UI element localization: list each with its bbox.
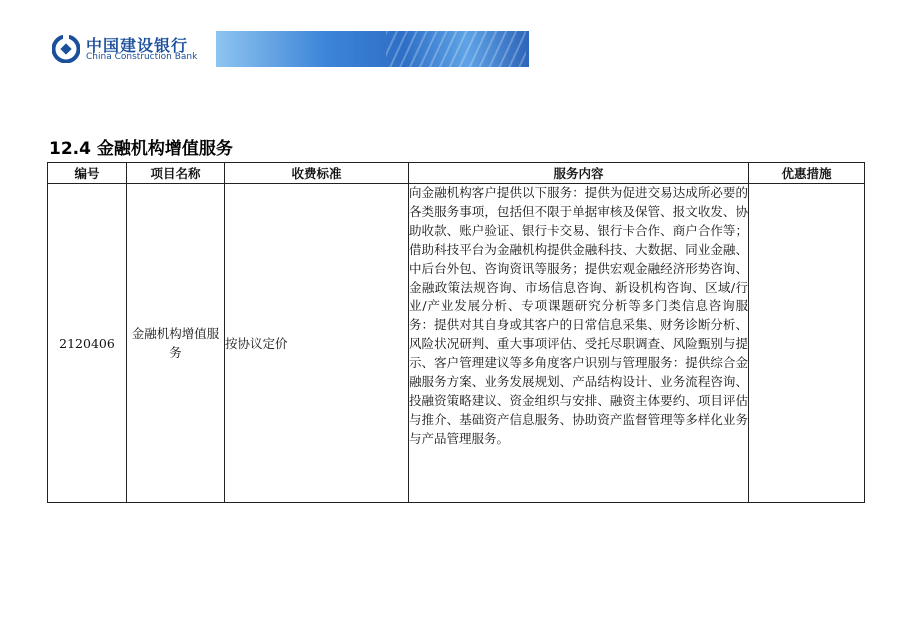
col-header-discount: 优惠措施 <box>749 163 865 184</box>
cell-name: 金融机构增值服务 <box>127 184 225 503</box>
bank-name-en: China Construction Bank <box>86 52 198 62</box>
ccb-logo-icon <box>52 35 80 63</box>
cell-fee: 按协议定价 <box>225 184 409 503</box>
cell-content: 向金融机构客户提供以下服务：提供为促进交易达成所必要的各类服务事项，包括但不限于单据审核及保管、报文收发、协助收款、账户验证、银行卡交易、银行卡合作、商户合作等；借助科技平台为金融机构提供金融科技、大数据、同业金融、中后台外包、咨询资讯等服务；提供宏观金融经济形势咨询、金融政策法规咨询、市场信息咨询、新设机构咨询、区域/行业/产业发展分析、专项课题研究分析等多门类信息咨询服务：提供对其自身或其客户的日常信息采集、财务诊断分析、风险状况研判、重大事项评估、受托尽职调查、风险甄别与提示、客户管理建议等多角度客户识别与管理服务：提供综合金融服务方案、业务发展规划、产品结构设计、业务流程咨询、投融资策略建议、资金组织与安排、融资主体要约、项目评估与推介、基础资产信息服务、协助资产监督管理等多样化业务与产品管理服务。 <box>409 184 749 503</box>
cell-code: 2120406 <box>48 184 127 503</box>
col-header-content: 服务内容 <box>409 163 749 184</box>
col-header-name: 项目名称 <box>127 163 225 184</box>
table-row <box>48 184 865 503</box>
bank-logo <box>48 31 218 67</box>
table-header-row <box>48 163 865 184</box>
header-banner <box>48 31 529 67</box>
col-header-code: 编号 <box>48 163 127 184</box>
section-title: 12.4 金融机构增值服务 <box>49 139 233 159</box>
col-header-fee: 收费标准 <box>225 163 409 184</box>
banner-image <box>216 31 529 67</box>
cell-discount <box>749 184 865 503</box>
service-fee-table <box>47 162 865 503</box>
bank-name-cn: 中国建设银行 <box>86 36 189 55</box>
